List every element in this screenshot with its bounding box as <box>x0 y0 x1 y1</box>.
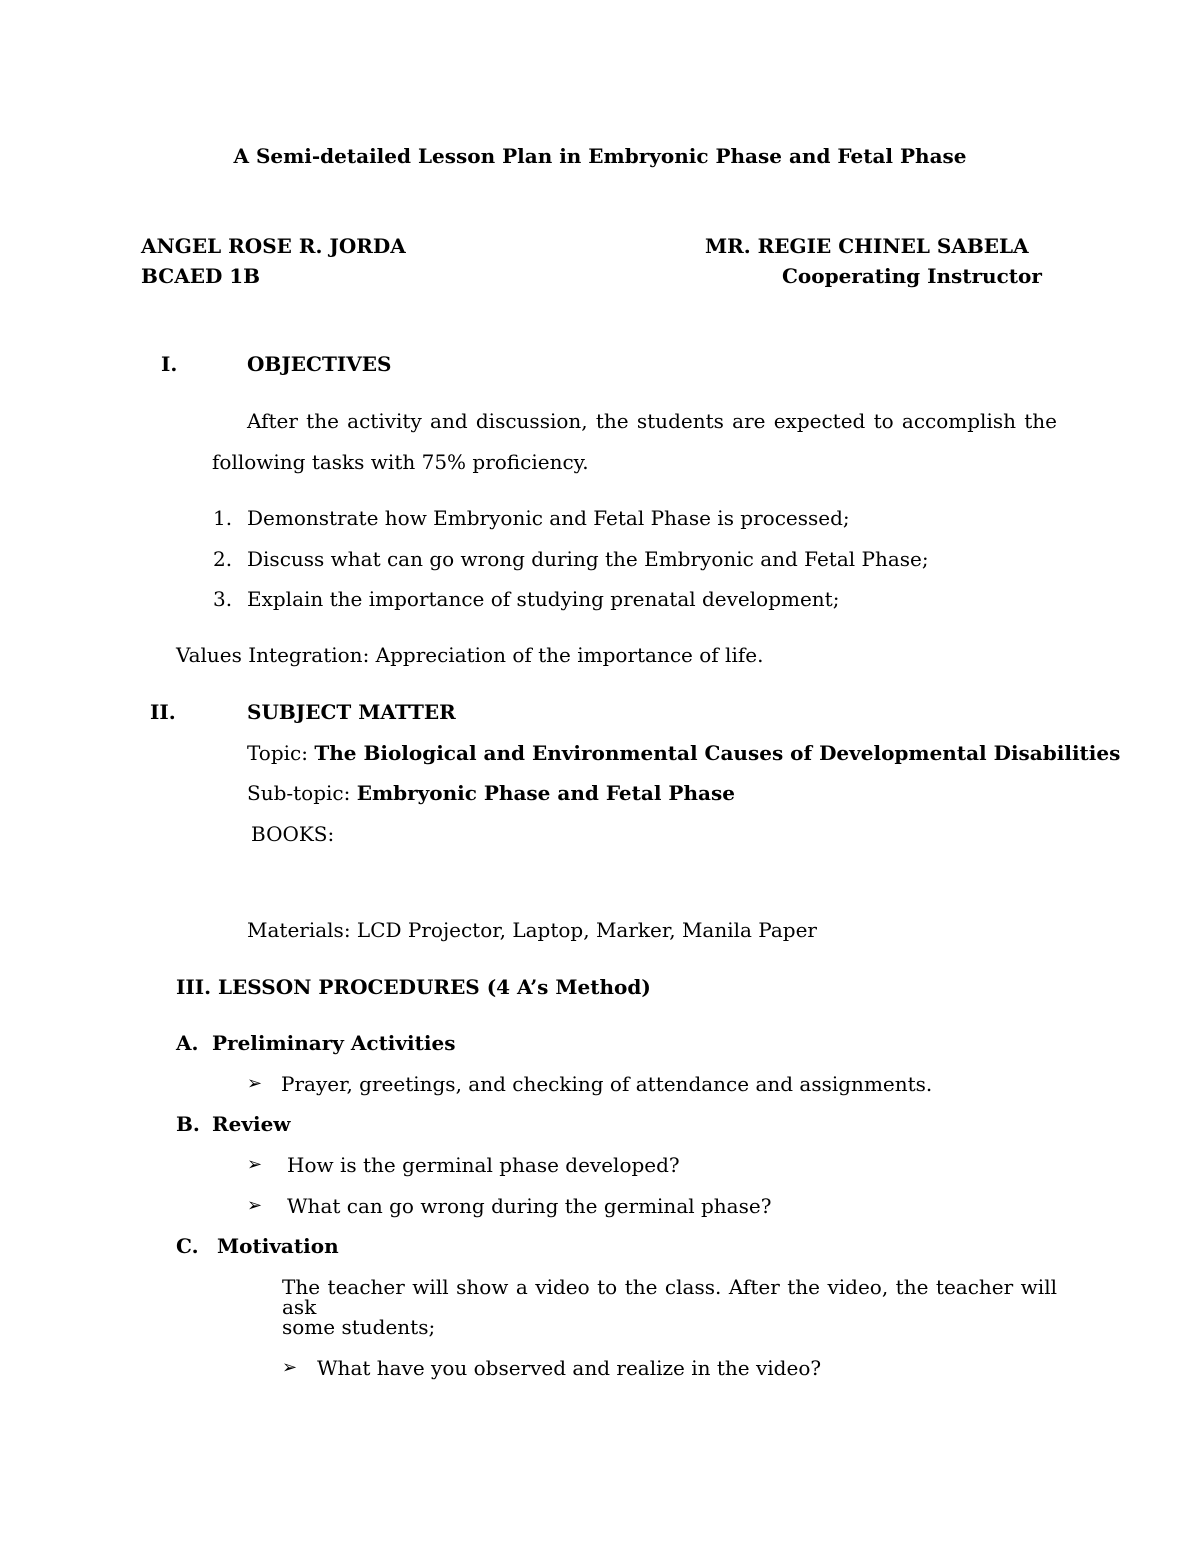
section-b-title: Review <box>212 1112 291 1136</box>
section-c-title: Motivation <box>217 1234 339 1258</box>
section-c-label: C. <box>176 1234 199 1258</box>
objective-item: Explain the importance of studying prenatal development; <box>247 587 840 611</box>
section-a-title: Preliminary Activities <box>212 1031 456 1055</box>
document-title: A Semi-detailed Lesson Plan in Embryonic Phase and Fetal Phase <box>233 144 967 168</box>
objectives-intro-line2: following tasks with 75% proficiency. <box>212 450 589 474</box>
student-section: BCAED 1B <box>141 264 261 288</box>
subject-matter-numeral: II. <box>150 700 176 724</box>
subtopic-label: Sub-topic: <box>247 781 357 805</box>
values-integration: Values Integration: Appreciation of the importance of life. <box>176 643 764 667</box>
topic-label: Topic: <box>247 741 315 765</box>
topic-value: The Biological and Environmental Causes of Developmental Disabilities <box>314 741 1121 765</box>
objective-number: 3. <box>213 587 233 611</box>
section-a-label: A. <box>176 1031 199 1055</box>
books-label: BOOKS: <box>251 822 335 846</box>
objectives-numeral: I. <box>161 352 178 376</box>
arrow-bullet-icon: ➢ <box>247 1195 263 1216</box>
student-name: ANGEL ROSE R. JORDA <box>141 234 406 258</box>
instructor-role: Cooperating Instructor <box>782 264 1042 288</box>
section-b-label: B. <box>176 1112 200 1136</box>
objectives-intro-line1: After the activity and discussion, the students are expected to accomplish the <box>247 409 1057 433</box>
objective-number: 2. <box>213 547 233 571</box>
review-item: What can go wrong during the germinal phase? <box>287 1194 772 1218</box>
arrow-bullet-icon: ➢ <box>247 1154 263 1175</box>
review-item: How is the germinal phase developed? <box>287 1153 680 1177</box>
arrow-bullet-icon: ➢ <box>282 1357 298 1378</box>
procedures-heading: III. LESSON PROCEDURES (4 A’s Method) <box>176 975 651 999</box>
subtopic-line <box>247 783 735 803</box>
motivation-line1: The teacher will show a video to the class. After the video, the teacher will ask <box>282 1275 1057 1319</box>
instructor-name: MR. REGIE CHINEL SABELA <box>705 234 1029 258</box>
objective-item: Demonstrate how Embryonic and Fetal Phase is processed; <box>247 506 850 530</box>
subtopic-value: Embryonic Phase and Fetal Phase <box>356 781 735 805</box>
preliminary-item: Prayer, greetings, and checking of attendance and assignments. <box>281 1072 933 1096</box>
materials-line: Materials: LCD Projector, Laptop, Marker, Manila Paper <box>247 918 817 942</box>
motivation-item: What have you observed and realize in the video? <box>317 1356 822 1380</box>
objectives-heading: OBJECTIVES <box>247 352 392 376</box>
subject-matter-heading: SUBJECT MATTER <box>247 700 456 724</box>
arrow-bullet-icon: ➢ <box>247 1073 263 1094</box>
objective-item: Discuss what can go wrong during the Embryonic and Fetal Phase; <box>247 547 929 571</box>
motivation-line2: some students; <box>282 1315 436 1339</box>
topic-line <box>247 743 1120 763</box>
objective-number: 1. <box>213 506 233 530</box>
